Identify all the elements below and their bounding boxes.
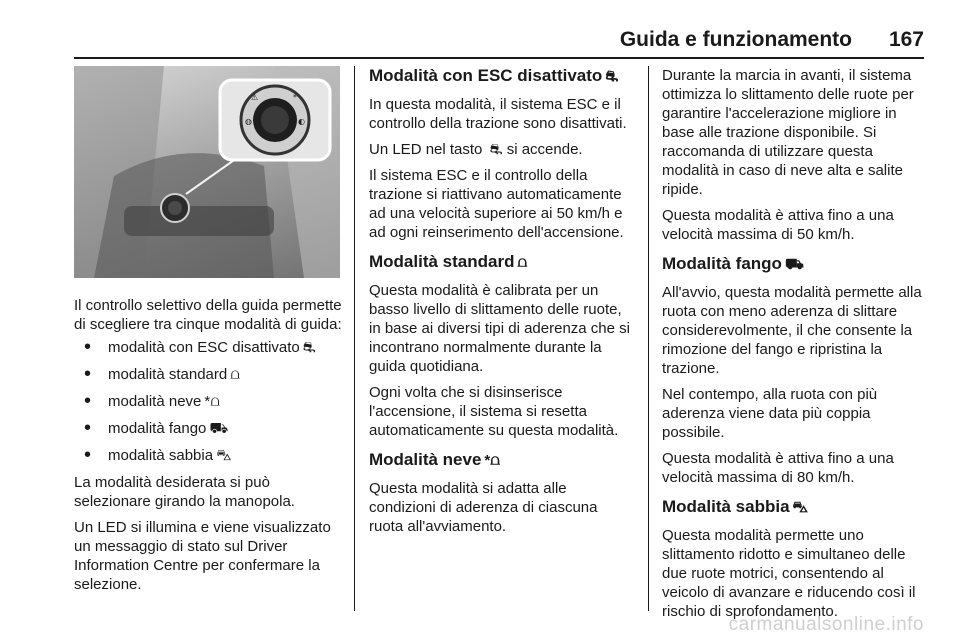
column-divider-2 — [648, 66, 649, 611]
esc-paragraph-3: Il sistema ESC e il controllo della trazione si riattivano automaticamente ad una velocità superiore ai 50 km/h e ad ogni reinserimento dell'accensione. — [369, 167, 624, 241]
column-3 — [662, 66, 928, 628]
intro-text: Il controllo selettivo della guida permette di scegliere tra cinque modalità di guida: — [74, 297, 342, 333]
list-item-mud: • modalità fango ⛟ — [74, 419, 342, 438]
watermark: carmanualsonline.info — [728, 614, 924, 635]
heading-standard: Modalità standard ⩍ — [369, 252, 528, 271]
esc-button-icon: ⛐ — [489, 141, 503, 158]
sand-paragraph-1: Questa modalità permette uno slittamento ridotto e simultaneo delle due ruote motrici, consentendo al veicolo di avanzare e riducendo così il rischio di sprofondamento. — [662, 527, 916, 620]
snow-mode-icon: *⩍ — [204, 393, 220, 410]
mud-paragraph-2: Nel contempo, alla ruota con più aderenza viene data più coppia possibile. — [662, 386, 878, 441]
heading-mud: Modalità fango ⛟ — [662, 254, 804, 273]
page-number: 167 — [888, 28, 924, 51]
standard-paragraph-2: Ogni volta che si disinserisce l'accensione, il sistema si resetta automaticamente su questa modalità. — [369, 384, 619, 439]
esc-off-icon: ⛐ — [605, 68, 619, 85]
header-rule — [74, 57, 924, 59]
standard-mode-icon: ⩍ — [517, 254, 528, 271]
heading-esc-off: Modalità con ESC disattivato ⛐ — [369, 66, 619, 85]
esc-paragraph-1: In questa modalità, il sistema ESC e il controllo della trazione sono disattivati. — [369, 96, 627, 132]
column-1 — [74, 66, 342, 601]
snow-paragraph-3: Questa modalità è attiva fino a una velocità massima di 50 km/h. — [662, 207, 894, 243]
selector-knob-photo — [74, 66, 340, 278]
svg-text:⚠: ⚠ — [251, 93, 259, 102]
sand-mode-icon: ⛍ — [216, 447, 232, 464]
mud-paragraph-1: All'avvio, questa modalità permette alla ruota con meno aderenza di slittare considerevolmente, il che consente la rimozione del fango e ripristina la trazione. — [662, 284, 922, 377]
select-text: La modalità desiderata si può selezionare girando la manopola. — [74, 474, 295, 510]
snow-paragraph-1: Questa modalità si adatta alle condizioni di aderenza di ciascuna ruota all'avviamento. — [369, 480, 598, 535]
svg-text:◐: ◐ — [298, 117, 305, 126]
column-2 — [369, 66, 633, 543]
sand-mode-icon: ⛍ — [792, 499, 808, 516]
snow-mode-icon: *⩍ — [484, 452, 501, 469]
page-header — [0, 0, 960, 58]
list-item-esc-off: • modalità con ESC disattivato ⛐ — [74, 338, 342, 357]
list-item-snow: • modalità neve *⩍ — [74, 392, 342, 411]
standard-paragraph-1: Questa modalità è calibrata per un basso livello di slittamento delle ruote, in base ai diversi tipi di aderenza che si incontrano normalmente durante la guida quotidiana. — [369, 282, 630, 375]
mud-mode-icon: ⛟ — [784, 256, 804, 273]
column-divider-1 — [354, 66, 355, 611]
heading-snow: Modalità neve *⩍ — [369, 450, 501, 469]
list-item-sand: • modalità sabbia ⛍ — [74, 446, 342, 465]
snow-paragraph-2: Durante la marcia in avanti, il sistema ottimizza lo slittamento delle ruote per garantire l'accelerazione migliore in base alle trazione disponibile. Si raccomanda di utilizzare questa modalità in caso di neve alta e salite ripide. — [662, 67, 914, 198]
mud-mode-icon: ⛟ — [209, 420, 229, 437]
svg-text:◍: ◍ — [245, 117, 252, 126]
svg-text:*: * — [293, 93, 297, 102]
esc-paragraph-2: Un LED nel tasto ⛐ si accende. — [369, 141, 583, 158]
standard-mode-icon: ⩍ — [230, 366, 241, 383]
section-title: Guida e funzionamento — [619, 28, 852, 51]
mode-list — [74, 338, 342, 465]
heading-sand: Modalità sabbia ⛍ — [662, 497, 808, 516]
esc-off-icon: ⛐ — [302, 339, 316, 356]
list-item-standard: • modalità standard ⩍ — [74, 365, 342, 384]
led-text: Un LED si illumina e viene visualizzato un messaggio di stato sul Driver Information Centre per confermare la selezione. — [74, 519, 331, 593]
mud-paragraph-3: Questa modalità è attiva fino a una velocità massima di 80 km/h. — [662, 450, 894, 486]
